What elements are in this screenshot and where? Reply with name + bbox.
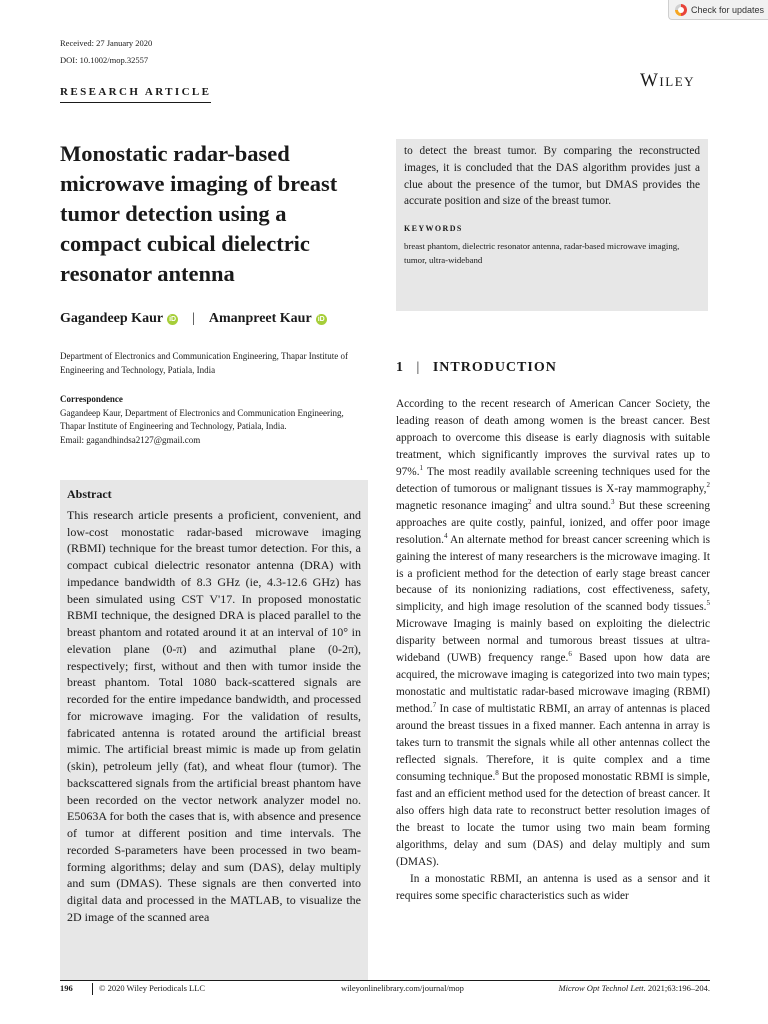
- footer-rule: [60, 980, 710, 981]
- check-for-updates-label: Check for updates: [691, 4, 765, 15]
- crossmark-icon: [675, 4, 687, 16]
- publisher-logo: Wiley: [640, 70, 696, 91]
- citation-ref[interactable]: 6: [568, 650, 572, 659]
- check-for-updates-badge[interactable]: [668, 0, 768, 20]
- orcid-icon[interactable]: iD: [169, 315, 177, 323]
- citation-ref[interactable]: 2: [706, 481, 710, 489]
- text-run: An alternate method for breast cancer screening which is gaining the interest of many researchers is the microwave imaging. It is a proficient method for the detection of early stage breast cancer because of its nonionizing radiations, cost effectiveness, safety, simplicity, and high image resolution of the scanned body tissues.: [396, 533, 710, 614]
- citation-ref[interactable]: 7: [432, 701, 437, 710]
- copyright-group: [86, 983, 205, 995]
- keywords-text: breast phantom, dielectric resonator antenna, radar-based microwave imaging, tumor, ultra-wideband: [404, 241, 680, 265]
- text-run: magnetic resonance imaging: [396, 499, 529, 512]
- citation-ref[interactable]: 4: [444, 531, 448, 540]
- received-date: Received: 27 January 2020: [60, 38, 153, 48]
- text-run: The most readily available screening techniques used for the detection of tumorous or malignant tissues is X-ray mammography,: [396, 465, 710, 495]
- author-list: [60, 311, 327, 327]
- correspondence: [60, 393, 360, 447]
- correspondence-email[interactable]: Email: gagandhindsa2127@gmail.com: [60, 434, 201, 445]
- orcid-icon[interactable]: iD: [317, 315, 325, 323]
- text-run: Microwave Imaging is mainly based on exploiting the dielectric disparity between normal and tumorous breast tissues at ultra-wideband (UWB) frequency range.: [396, 618, 710, 665]
- text-run: But the proposed monostatic RBMI is simple, fast and an efficient method used for the detection of breast cancer. It also offers high data rate to reconstruct better resolution images of the breast to locate the tumor using two main beam forming algorithms, delay and sum (DAS) and delay multiply and sum (DMAS).: [396, 770, 710, 868]
- text-run: In case of multistatic RBMI, an array of antennas is placed around the breast tissues in a fixed manner. Each antenna in array is takes turn to transmit the signals while all other antennas collect the reflected signals. Therefore, it is quite complex and a time consuming technique.: [396, 703, 710, 783]
- citation-ref[interactable]: 5: [706, 599, 710, 608]
- text-run: Based upon how data are acquired, the microwave imaging is categorized into two main types; monostatic and multistatic radar-based microwave imaging (RBMI) method.: [396, 652, 711, 716]
- text-run: But these screening approaches are quite costly, painful, ionized, and offer poor image resolution.: [396, 499, 710, 546]
- correspondence-heading: Correspondence: [60, 394, 123, 404]
- introduction-body: [396, 396, 710, 905]
- citation-group: [559, 983, 710, 993]
- author-name[interactable]: Amanpreet Kaur: [208, 311, 312, 326]
- abstract-continued: to detect the breast tumor. By comparing the reconstructed images, it is concluded that the DAS algorithm provides just a clue about the presence of the tumor, but DMAS provides the accurate position and size of the breast tumor.: [404, 145, 700, 208]
- heading-separator: |: [416, 360, 421, 375]
- correspondence-body: Gagandeep Kaur, Department of Electronics and Communication Engineering, Thapar Institute of Engineering and Technology, Patiala, India.: [60, 407, 344, 431]
- text-run: According to the recent research of American Cancer Society, the leading reason of death among women is the breast cancer. Best approach to overcome this disease is early diagnosis with suitable treatment, which significantly improves the survival rates up to 97%.: [396, 398, 710, 478]
- citation: 2021;63:196–204.: [647, 983, 710, 993]
- keywords-heading: KEYWORDS: [404, 224, 463, 233]
- section-tag: RESEARCH ARTICLE: [60, 86, 211, 103]
- introduction-heading: [396, 360, 557, 376]
- citation-ref[interactable]: 2: [528, 497, 532, 506]
- citation-ref[interactable]: 8: [495, 769, 499, 778]
- author-name[interactable]: Gagandeep Kaur: [60, 311, 164, 326]
- abstract-box: [60, 480, 368, 980]
- citation-ref[interactable]: 1: [419, 464, 424, 473]
- journal-name: Microw Opt Technol Lett.: [558, 983, 646, 993]
- abstract-text: This research article presents a proficient, convenient, and low-cost monostatic radar-based microwave imaging (RBMI) technique for the breast tumor detection. For this, a compact cubical dielectric resonator antenna (DRA) with impedance bandwidth of 8.3 GHz (ie, 4.3-12.6 GHz) has been simulated using CST V'17. In proposed monostatic RBMI technique, the designed DRA is placed parallel to the breast phantom and rotated around it at an interval of 10° in elevation plane (0-π) and azimuthal plane (0-2π), respectively; first, without and then with tumor inside the breast phantom. Total 1080 back-scattered signals are recorded for the entire impedance bandwidth, and processed for microwave imaging. For the validation of results, fabricated antenna is rotated around the artificial breast mimic. The artificial breast mimic is made up from gelatin (skin), petroleum jelly (fat), and wheat flour (tumor). The backscattered signals from the artificial breast phantom have been recorded on the vector network analyzer model no. E5063A for both the cases that is, with absence and presence of tumor at different position and time intervals. The recorded S-parameters have been processed in two beam-forming algorithms; delay and sum (DAS), delay multiply and sum (DMAS). These signals are then converted into digital data and processed in the MATLAB, to visualize the 2D image of the scanned area: [67, 507, 361, 924]
- introduction-paragraph: [396, 396, 710, 871]
- copyright: © 2020 Wiley Periodicals LLC: [99, 983, 206, 993]
- article-title: Monostatic radar-based microwave imaging of breast tumor detection using a compact cubical dielectric resonator antenna: [60, 141, 338, 286]
- citation-ref[interactable]: 3: [611, 497, 615, 506]
- section-number: 1: [396, 360, 404, 375]
- text-run: and ultra sound.: [531, 499, 612, 512]
- abstract-heading: Abstract: [67, 487, 112, 501]
- footer-separator: [92, 983, 93, 995]
- affiliation: Department of Electronics and Communication Engineering, Thapar Institute of Engineering and Technology, Patiala, India: [60, 351, 348, 375]
- page-number: 196: [60, 983, 73, 993]
- page-footer: [60, 983, 710, 995]
- introduction-paragraph: In a monostatic RBMI, an antenna is used as a sensor and it requires some specific characteristics such as wider: [396, 872, 710, 902]
- section-title: INTRODUCTION: [432, 360, 557, 375]
- abstract-continued-box: [396, 139, 708, 311]
- journal-url[interactable]: wileyonlinelibrary.com/journal/mop: [341, 983, 464, 993]
- author-separator: |: [192, 311, 195, 326]
- doi: DOI: 10.1002/mop.32557: [60, 55, 149, 65]
